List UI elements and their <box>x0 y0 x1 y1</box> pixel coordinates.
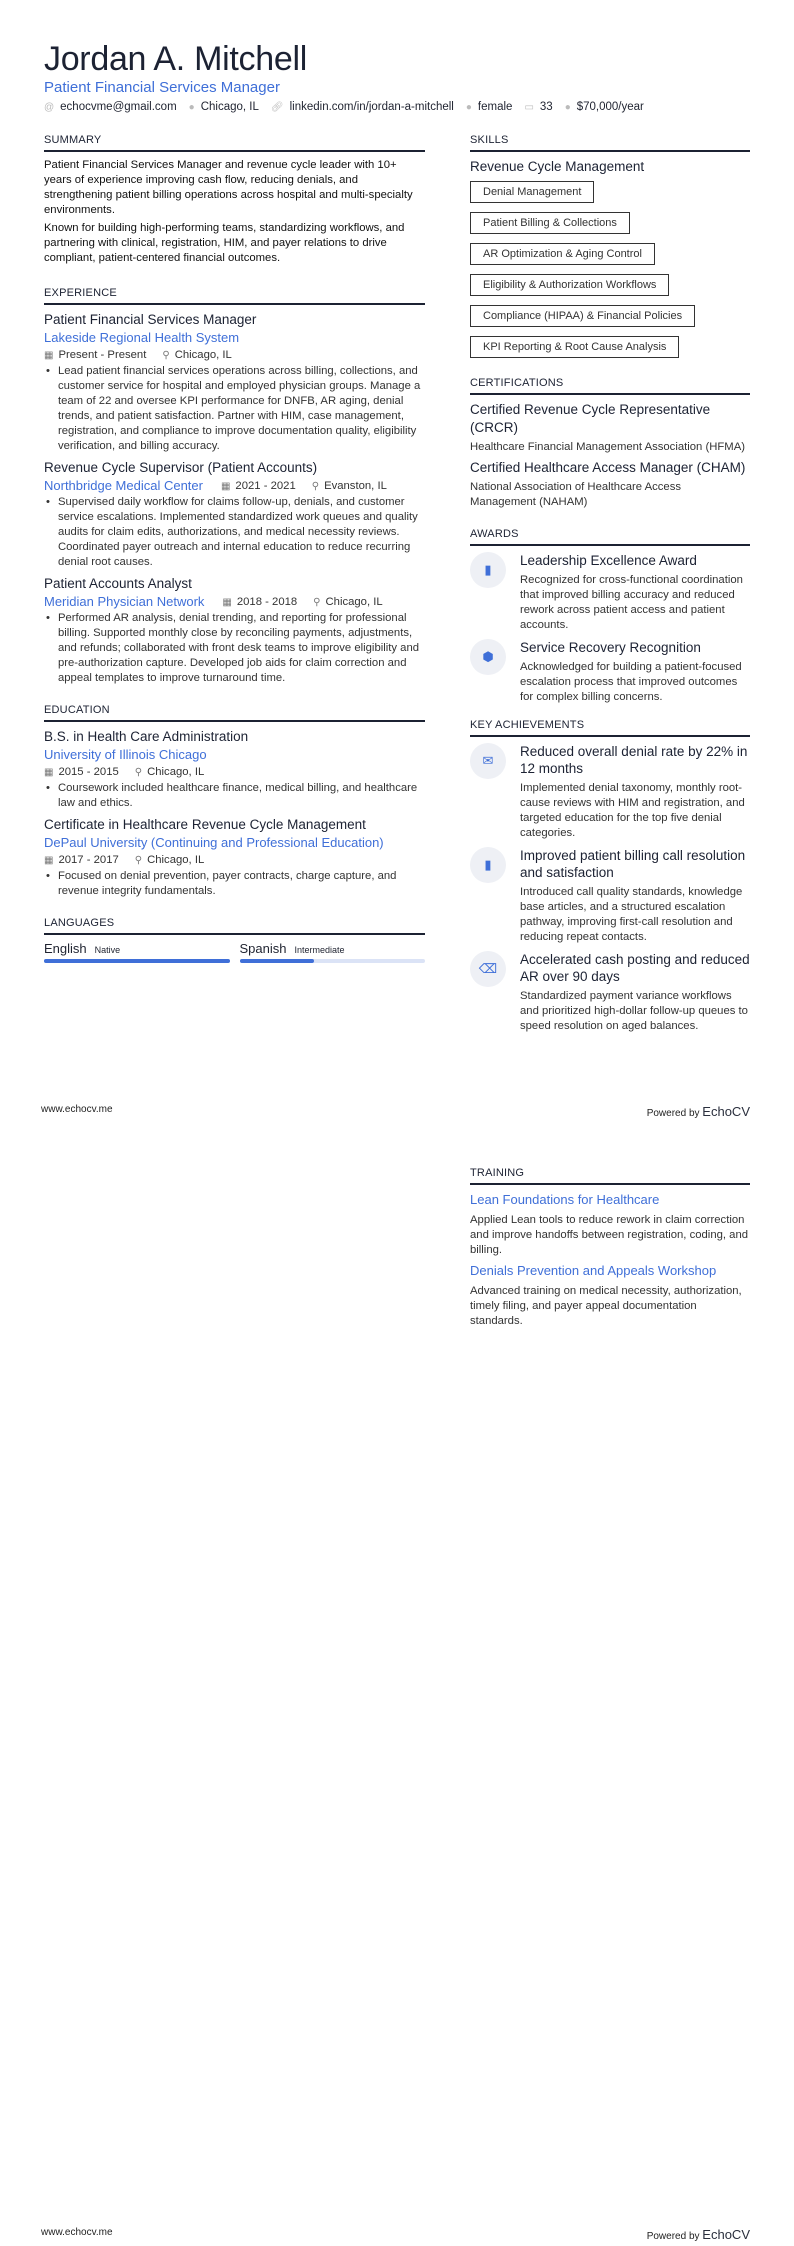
contact-row <box>44 101 644 113</box>
candidate-title: Patient Financial Services Manager <box>44 79 280 96</box>
linkedin[interactable]: linkedin.com/in/jordan-a-mitchell <box>289 101 454 113</box>
achievement-desc: Introduced call quality standards, knowledge base articles, and a structured escalation pathway, improving first-call resolution and reducing repeat contacts. <box>520 886 743 943</box>
section-heading: SUMMARY <box>44 134 425 152</box>
resume-page-2 <box>0 1123 794 2246</box>
location: Chicago, IL <box>200 101 259 113</box>
experience-item: Patient Accounts Analyst Meridian Physician Network ▦ 2018 - 2018 ⚲ Chicago, IL • Performed AR analysis, denial trending, and reporting for professional billing. Supported monthly close by reconciling payments, adjustments, and refunds; collaborated with front desk teams to improve eligibility and pre-authorization capture. Developed job aids for claim correction and appeal templates to improve turnaround time. <box>44 575 425 686</box>
job-location: Chicago, IL <box>174 349 232 361</box>
cert-issuer: Healthcare Financial Management Association (HFMA) <box>470 441 746 453</box>
section-heading: LANGUAGES <box>44 917 425 935</box>
left-column <box>44 134 425 963</box>
job-bullet: Supervised daily workflow for claims follow-up, denials, and customer service escalations. Implemented standardized work queues and quality audits for claim edits, authorizations, and medical necessity reviews. Coordinated payer outreach and internal education to reduce recurring denial root causes. <box>57 496 418 568</box>
language-name: English <box>44 941 87 956</box>
education-item: Certificate in Healthcare Revenue Cycle Management DePaul University (Continuing and Professional Education) ▦ 2017 - 2017 ⚲ Chicago, IL • Focused on denial prevention, payer contracts, charge capture, and revenue integrity fundamentals. <box>44 816 425 899</box>
powered-label: Powered by <box>646 1108 700 1119</box>
school-location: Chicago, IL <box>147 766 205 778</box>
job-role: Revenue Cycle Supervisor (Patient Accounts) <box>44 460 318 475</box>
company: Meridian Physician Network <box>44 594 205 609</box>
skill-tag: Patient Billing & Collections <box>470 212 630 234</box>
language-level: Native <box>94 945 121 955</box>
award-desc: Recognized for cross-functional coordination that improved billing accuracy and reduced rework across patient access and patient accounts. <box>520 574 743 631</box>
location-icon: ● <box>188 101 195 113</box>
dates: 2018 - 2018 <box>236 595 298 608</box>
award-desc: Acknowledged for building a patient-focused escalation process that improved outcomes for complex billing concerns. <box>520 661 742 703</box>
location-icon: ⚲ <box>134 855 143 866</box>
achievement-item <box>470 951 750 1034</box>
skill-tag: Compliance (HIPAA) & Financial Policies <box>470 305 695 327</box>
award-item <box>470 552 750 633</box>
experience-section <box>44 287 425 686</box>
company: Northbridge Medical Center <box>44 478 203 493</box>
language-name: Spanish <box>239 941 287 956</box>
awards-section <box>470 528 750 705</box>
language-item <box>240 941 426 963</box>
section-heading: SKILLS <box>470 134 750 152</box>
training-desc: Applied Lean tools to reduce rework in claim correction and improve handoffs between registration, coding, and billing. <box>470 1214 749 1256</box>
job-role: Patient Accounts Analyst <box>44 576 192 591</box>
school: University of Illinois Chicago <box>44 747 207 762</box>
section-heading: AWARDS <box>470 528 750 546</box>
education-bullet: Coursework included healthcare finance, medical billing, and healthcare law and ethics. <box>57 782 418 809</box>
section-heading: CERTIFICATIONS <box>470 377 750 395</box>
location-icon: ⚲ <box>162 350 170 361</box>
training-title: Denials Prevention and Appeals Workshop <box>470 1263 717 1278</box>
languages-section <box>44 917 425 963</box>
calendar-icon: ▦ <box>44 350 54 361</box>
email[interactable]: echocvme@gmail.com <box>60 101 177 113</box>
location-icon: ⚲ <box>313 596 321 608</box>
degree: Certificate in Healthcare Revenue Cycle Management <box>44 817 366 832</box>
brand-logo: EchoCV <box>702 1104 750 1119</box>
skill-group: Revenue Cycle Management <box>470 159 645 174</box>
language-level: Intermediate <box>294 945 345 955</box>
certifications-section <box>470 377 750 510</box>
experience-item: Patient Financial Services Manager Lakeside Regional Health System ▦ Present - Present ⚲ Chicago, IL • Lead patient financial services operations across billing, collections, and customer service for hospital and employed physician groups. Manage a team of 22 and oversee KPI performance for DNFB, AR aging, denial trends, and patient satisfaction. Partner with HIM, case management, registration, and compliance to improve documentation quality, eligibility verification, and billing accuracy. <box>44 311 425 454</box>
cert-name: Certified Revenue Cycle Representative (CRCR) <box>470 402 711 435</box>
degree: B.S. in Health Care Administration <box>44 729 249 744</box>
job-location: Chicago, IL <box>325 595 383 608</box>
footer-site-link[interactable]: www.echocv.me <box>41 1104 113 1115</box>
right-column <box>470 1167 750 1329</box>
education-bullet: Focused on denial prevention, payer contracts, charge capture, and revenue integrity fundamentals. <box>57 870 397 897</box>
dates: Present - Present <box>58 349 147 361</box>
section-heading: TRAINING <box>470 1167 750 1185</box>
footer-site-link[interactable]: www.echocv.me <box>41 2227 113 2238</box>
link-icon: 🔗︎ <box>270 101 284 113</box>
training-title: Lean Foundations for Healthcare <box>470 1192 660 1207</box>
company: Lakeside Regional Health System <box>44 330 240 345</box>
achievement-title: Accelerated cash posting and reduced AR over 90 days <box>520 952 750 984</box>
job-location: Evanston, IL <box>324 479 387 492</box>
gender: female <box>477 101 513 113</box>
file-icon: ▮ <box>470 847 506 883</box>
age: 33 <box>539 101 553 113</box>
proficiency-bar <box>44 959 230 963</box>
achievement-desc: Standardized payment variance workflows and prioritized high-dollar follow-up queues to speed resolution on aged balances. <box>520 990 748 1032</box>
school-location: Chicago, IL <box>147 854 205 866</box>
skill-tag: Eligibility & Authorization Workflows <box>470 274 669 296</box>
cert-issuer: National Association of Healthcare Access Management (NAHAM) <box>470 481 681 508</box>
award-item <box>470 639 750 705</box>
section-heading: EDUCATION <box>44 704 425 722</box>
location-icon: ⚲ <box>134 767 143 778</box>
brand-logo: EchoCV <box>702 2227 750 2242</box>
calendar-icon: ▦ <box>220 480 231 492</box>
footer-powered-by <box>647 2227 750 2242</box>
user-icon: ● <box>465 101 472 113</box>
school: DePaul University (Continuing and Professional Education) <box>44 835 384 850</box>
proficiency-bar <box>240 959 426 963</box>
salary: $70,000/year <box>576 101 644 113</box>
candidate-name: Jordan A. Mitchell <box>44 40 307 78</box>
powered-label: Powered by <box>646 2231 700 2242</box>
achievement-desc: Implemented denial taxonomy, monthly root-cause reviews with HIM and registration, and targeted education for the top five denial categories. <box>520 782 745 839</box>
job-bullet: Lead patient financial services operations across billing, collections, and customer service for hospital and employed physician groups. Manage a team of 22 and oversee KPI performance for DNFB, AR aging, denial trends, and patient satisfaction. Partner with HIM, case management, registration, and compliance to improve documentation quality, eligibility verification, and billing accuracy. <box>57 365 421 452</box>
training-desc: Advanced training on medical necessity, authorization, timely filing, and payer appeal documentation standards. <box>470 1285 742 1327</box>
skill-tag: KPI Reporting & Root Cause Analysis <box>470 336 679 358</box>
summary-paragraph: Patient Financial Services Manager and revenue cycle leader with 10+ years of experience improving cash flow, reducing denials, and strengthening patient billing operations across hospital and multi-specialty environments. <box>44 159 413 216</box>
section-heading: KEY ACHIEVEMENTS <box>470 719 750 737</box>
envelope-open-icon: ✉ <box>470 743 506 779</box>
achievement-title: Improved patient billing call resolution and satisfaction <box>520 848 746 880</box>
cert-name: Certified Healthcare Access Manager (CHAM) <box>470 460 746 475</box>
achievement-title: Reduced overall denial rate by 22% in 12 months <box>520 744 748 776</box>
calendar-icon: ▦ <box>44 767 54 778</box>
job-bullet: Performed AR analysis, denial trending, and reporting for professional billing. Supported monthly close by reconciling payments, adjustments, and refunds; collaborated with front desk teams to improve eligibility and pre-authorization capture. Developed job aids for claim correction and appeal templates to improve turnaround time. <box>57 612 420 684</box>
job-role: Patient Financial Services Manager <box>44 312 257 327</box>
location-icon: ⚲ <box>311 480 320 492</box>
file-invoice-icon: ▮ <box>470 552 506 588</box>
footer-powered-by <box>647 1104 750 1119</box>
dates: 2021 - 2021 <box>235 479 296 492</box>
award-title: Leadership Excellence Award <box>520 553 697 568</box>
achievement-item <box>470 847 750 945</box>
at-icon: @ <box>44 101 55 113</box>
calendar-icon: ▦ <box>222 596 232 608</box>
education-section <box>44 704 425 899</box>
achievements-section <box>470 719 750 1034</box>
backspace-icon: ⌫ <box>470 951 506 987</box>
calendar-icon: ▦ <box>44 855 54 866</box>
right-column <box>470 134 750 1040</box>
training-section <box>470 1167 750 1329</box>
experience-item: Revenue Cycle Supervisor (Patient Accounts) Northbridge Medical Center ▦ 2021 - 2021 ⚲ Evanston, IL • Supervised daily workflow for claims follow-up, denials, and customer service escalations. Implemented standardized work queues and quality audits for claim edits, authorizations, and medical necessity reviews. Coordinated payer outreach and internal education to reduce recurring denial root causes. <box>44 459 425 570</box>
money-icon: ● <box>564 101 571 113</box>
skill-tag: Denial Management <box>470 181 594 203</box>
calendar-icon: ▭ <box>524 101 534 113</box>
award-title: Service Recovery Recognition <box>520 640 701 655</box>
language-item <box>44 941 230 963</box>
summary-paragraph: Known for building high-performing teams, standardizing workflows, and partnering with clinical, registration, HIM, and payer relations to drive compliant, patient-centered financial outcomes. <box>44 222 405 264</box>
section-heading: EXPERIENCE <box>44 287 425 305</box>
cube-icon: ⬢ <box>470 639 506 675</box>
dates: 2015 - 2015 <box>58 766 119 778</box>
achievement-item <box>470 743 750 841</box>
skill-tag: AR Optimization & Aging Control <box>470 243 655 265</box>
education-item: B.S. in Health Care Administration University of Illinois Chicago ▦ 2015 - 2015 ⚲ Chicago, IL • Coursework included healthcare finance, medical billing, and healthcare law and ethics. <box>44 728 425 811</box>
skills-section <box>470 134 750 367</box>
dates: 2017 - 2017 <box>58 854 119 866</box>
summary-section <box>44 134 425 266</box>
